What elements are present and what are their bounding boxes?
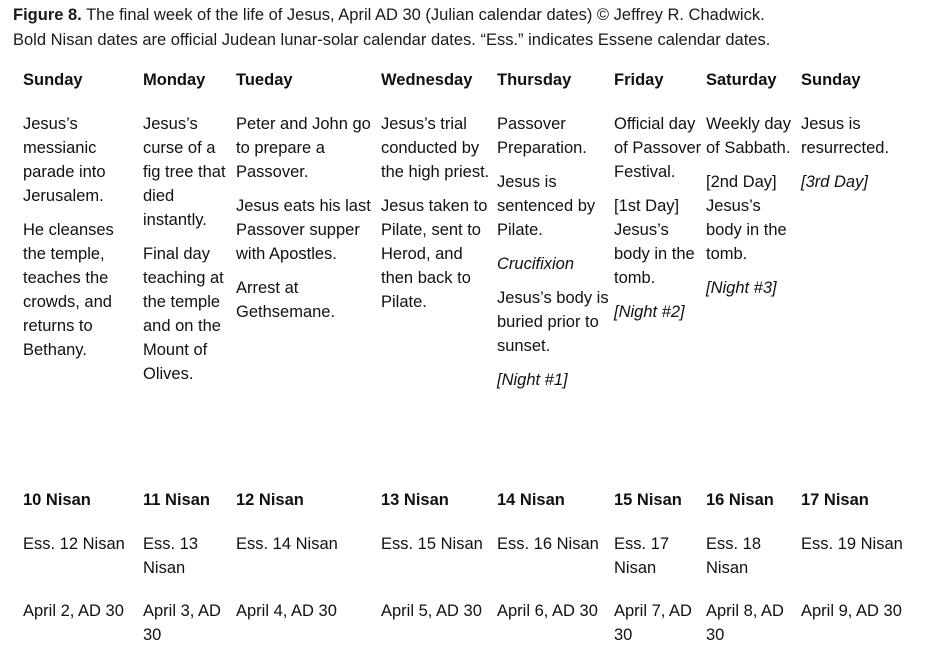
nisan-date: 15 Nisan — [614, 491, 682, 509]
essene-date: Ess. 17 Nisan — [614, 535, 670, 577]
day-events — [236, 112, 376, 334]
nisan-date: 13 Nisan — [381, 491, 449, 509]
day-column — [706, 0, 796, 652]
nisan-date: 10 Nisan — [23, 491, 91, 509]
day-column — [801, 0, 931, 652]
event-text: Peter and John go to prepare a Passover. — [236, 115, 371, 181]
event-text: Jesus’s body is buried prior to sunset. — [497, 289, 609, 355]
event-text: Crucifixion — [497, 255, 575, 273]
nisan-date: 17 Nisan — [801, 491, 869, 509]
essene-date: Ess. 19 Nisan — [801, 535, 903, 553]
event-text: Jesus is sentenced by Pilate. — [497, 173, 596, 239]
event-text: Passover Preparation. — [497, 115, 587, 157]
day-events — [497, 112, 609, 402]
day-column — [143, 0, 233, 652]
day-heading: Wednesday — [381, 71, 473, 89]
event-text: Final day teaching at the temple and on the Mount of Olives. — [143, 245, 224, 383]
essene-date: Ess. 13 Nisan — [143, 535, 199, 577]
event-text: Weekly day of Sabbath. — [706, 115, 791, 157]
day-heading: Thursday — [497, 71, 572, 89]
day-heading: Sunday — [801, 71, 861, 89]
day-heading: Monday — [143, 71, 206, 89]
nisan-date: 16 Nisan — [706, 491, 774, 509]
event-text: He cleanses the temple, teaches the crowds, and returns to Bethany. — [23, 221, 114, 359]
event-text: [1st Day] Jesus’s body in the tomb. — [614, 197, 695, 287]
day-events — [381, 112, 493, 324]
event-text: Jesus taken to Pilate, sent to Herod, and then back to Pilate. — [381, 197, 488, 311]
julian-date: April 6, AD 30 — [497, 602, 598, 620]
nisan-date: 11 Nisan — [143, 491, 210, 509]
essene-date: Ess. 16 Nisan — [497, 535, 599, 553]
day-column — [23, 0, 141, 652]
day-column — [497, 0, 609, 652]
day-heading: Saturday — [706, 71, 777, 89]
julian-date: April 2, AD 30 — [23, 602, 124, 620]
day-events — [614, 112, 702, 334]
day-events — [706, 112, 796, 310]
essene-date: Ess. 18 Nisan — [706, 535, 762, 577]
day-column — [381, 0, 493, 652]
event-text: Arrest at Gethsemane. — [236, 279, 336, 321]
event-text: [2nd Day] Jesus’s body in the tomb. — [706, 173, 787, 263]
day-heading: Friday — [614, 71, 664, 89]
caption-text-1: The final week of the life of Jesus, April AD 30 (Julian calendar dates) © Jeffrey R. Chadwick. — [86, 6, 765, 24]
day-events — [801, 112, 931, 204]
event-text: Jesus is resurrected. — [801, 115, 890, 157]
essene-date: Ess. 15 Nisan — [381, 535, 483, 553]
event-text: [Night #2] — [614, 303, 685, 321]
event-text: Official day of Passover Festival. — [614, 115, 702, 181]
figure-label: Figure 8. — [13, 6, 82, 24]
julian-date: April 8, AD 30 — [706, 602, 784, 644]
nisan-date: 12 Nisan — [236, 491, 304, 509]
event-text: Jesus’s messianic parade into Jerusalem. — [23, 115, 106, 205]
caption-line-2: Bold Nisan dates are official Judean lunar-solar calendar dates. “Ess.” indicates Essene calendar dates. — [13, 31, 771, 49]
day-heading: Sunday — [23, 71, 83, 89]
essene-date: Ess. 12 Nisan — [23, 535, 125, 553]
day-events — [23, 112, 141, 372]
event-text: Jesus’s curse of a fig tree that died instantly. — [143, 115, 226, 229]
nisan-date: 14 Nisan — [497, 491, 565, 509]
event-text: [Night #3] — [706, 279, 777, 297]
day-column — [236, 0, 376, 652]
day-column — [614, 0, 702, 652]
day-events — [143, 112, 233, 396]
julian-date: April 5, AD 30 — [381, 602, 482, 620]
event-text: Jesus’s trial conducted by the high priest. — [381, 115, 490, 181]
event-text: [3rd Day] — [801, 173, 868, 191]
day-heading: Tueday — [236, 71, 293, 89]
julian-date: April 9, AD 30 — [801, 602, 902, 620]
julian-date: April 4, AD 30 — [236, 602, 337, 620]
julian-date: April 3, AD 30 — [143, 602, 221, 644]
event-text: [Night #1] — [497, 371, 568, 389]
essene-date: Ess. 14 Nisan — [236, 535, 338, 553]
julian-date: April 7, AD 30 — [614, 602, 692, 644]
event-text: Jesus eats his last Passover supper with Apostles. — [236, 197, 371, 263]
